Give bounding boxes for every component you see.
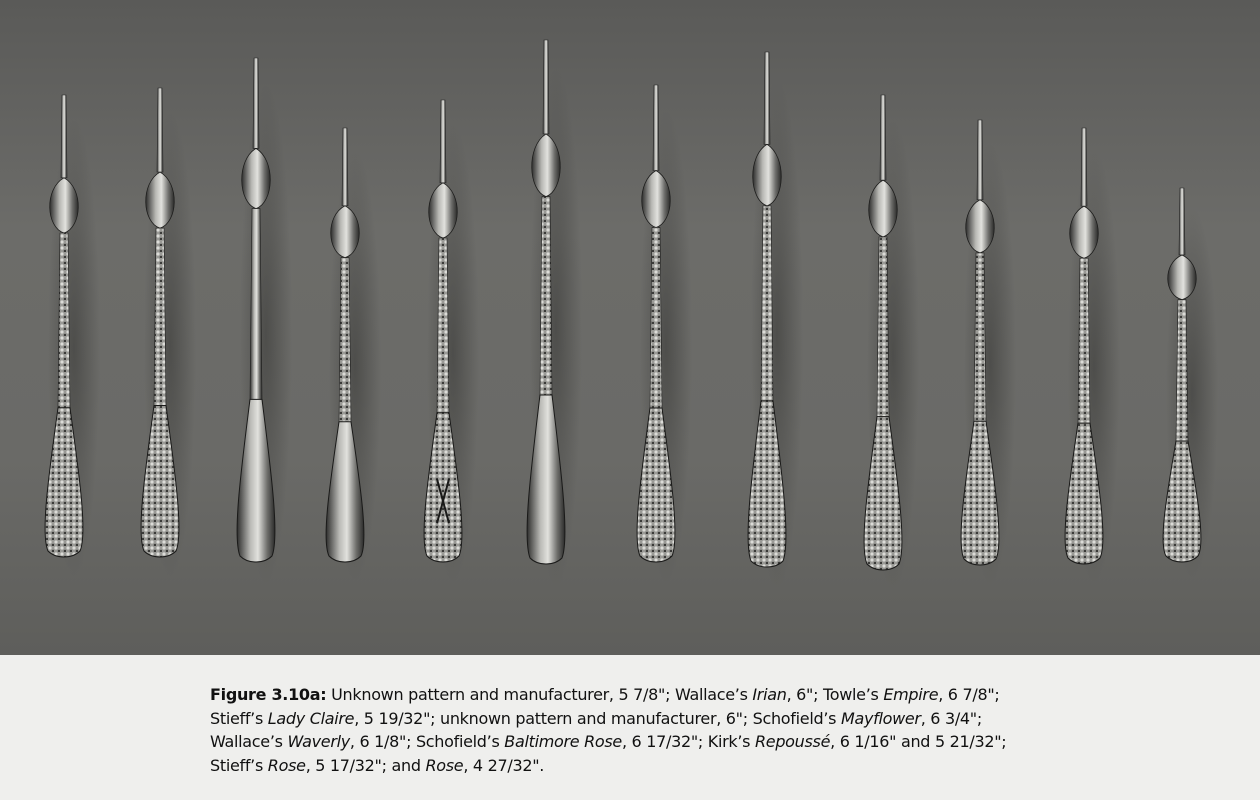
caption-text-run: , 6 17/32"; Kirk’s [621,732,755,751]
butter-pick-10 [961,120,1016,585]
caption-text-run: , 6 1/16" and 5 21/32"; [830,732,1007,751]
butter-pick-4 [326,128,381,582]
caption-text-run: Wallace’s [210,732,288,751]
caption-text-run: Rose [425,755,464,775]
caption-text-run: Unknown pattern and manufacturer, 5 7/8"; Wallace’s [326,685,753,704]
caption-text-run: , 5 17/32"; and [305,755,426,775]
caption-text-run: , 6 7/8"; [938,685,1000,704]
pick-tine [764,52,770,144]
caption-text-run: , 5 19/32"; unknown pattern and manufacturer, 6"; Schofield’s [354,708,841,728]
caption-text-run: Empire [883,685,939,704]
figure-caption [210,683,1110,777]
caption-text-run: Irian [752,685,787,704]
caption-text-run: , 6 3/4"; [920,708,982,728]
butter-pick-8 [748,52,803,591]
pick-tine [440,100,446,183]
pick-stem [877,237,889,417]
butter-pick-7 [637,85,692,584]
caption-text-run: , 4 27/32". [463,755,545,775]
pick-tine [157,88,163,172]
pick-tine [61,95,67,178]
pick-stem [540,197,552,395]
butter-pick-2 [141,88,196,578]
pick-stem [1078,258,1090,423]
butter-pick-3 [237,58,292,585]
butter-pick-1 [45,95,100,578]
pick-tine [342,128,348,206]
pick-tine [880,95,886,180]
caption-text-run: Repoussé [754,732,831,751]
butter-pick-9 [864,95,919,592]
caption-text-run: , 6"; Towle’s [786,685,884,704]
pick-tine [543,40,549,134]
pick-stem [650,228,662,409]
caption-text-run: Waverly [287,732,350,751]
caption-text-run: Lady Claire [267,708,355,728]
caption-area [0,655,1260,800]
pick-stem [974,253,986,421]
pick-stem [58,233,70,408]
pick-stem [339,258,351,422]
pick-stem [437,238,449,413]
butter-pick-6 [527,40,582,588]
pick-tine [1179,188,1185,255]
pick-stem [154,228,166,405]
caption-text-run: Rose [267,755,306,775]
caption-text-run: , 6 1/8"; Schofield’s [349,732,505,751]
butter-pick-5 [424,100,479,583]
caption-text-run: Stieff’s [210,708,268,728]
pick-tine [1081,128,1087,206]
pick-tine [653,85,659,171]
pick-tine [977,120,983,200]
butter-pick-11 [1065,128,1120,584]
butter-pick-12 [1163,188,1218,579]
pick-stem [1176,300,1188,441]
pick-stem [761,206,773,401]
caption-text-run: Baltimore Rose [504,732,622,751]
caption-text-run: Mayflower [840,708,921,728]
figure-label: Figure 3.10a: [210,685,327,704]
pick-tine [253,58,259,148]
caption-text-run: Stieff’s [210,755,268,775]
pick-stem [250,209,262,400]
